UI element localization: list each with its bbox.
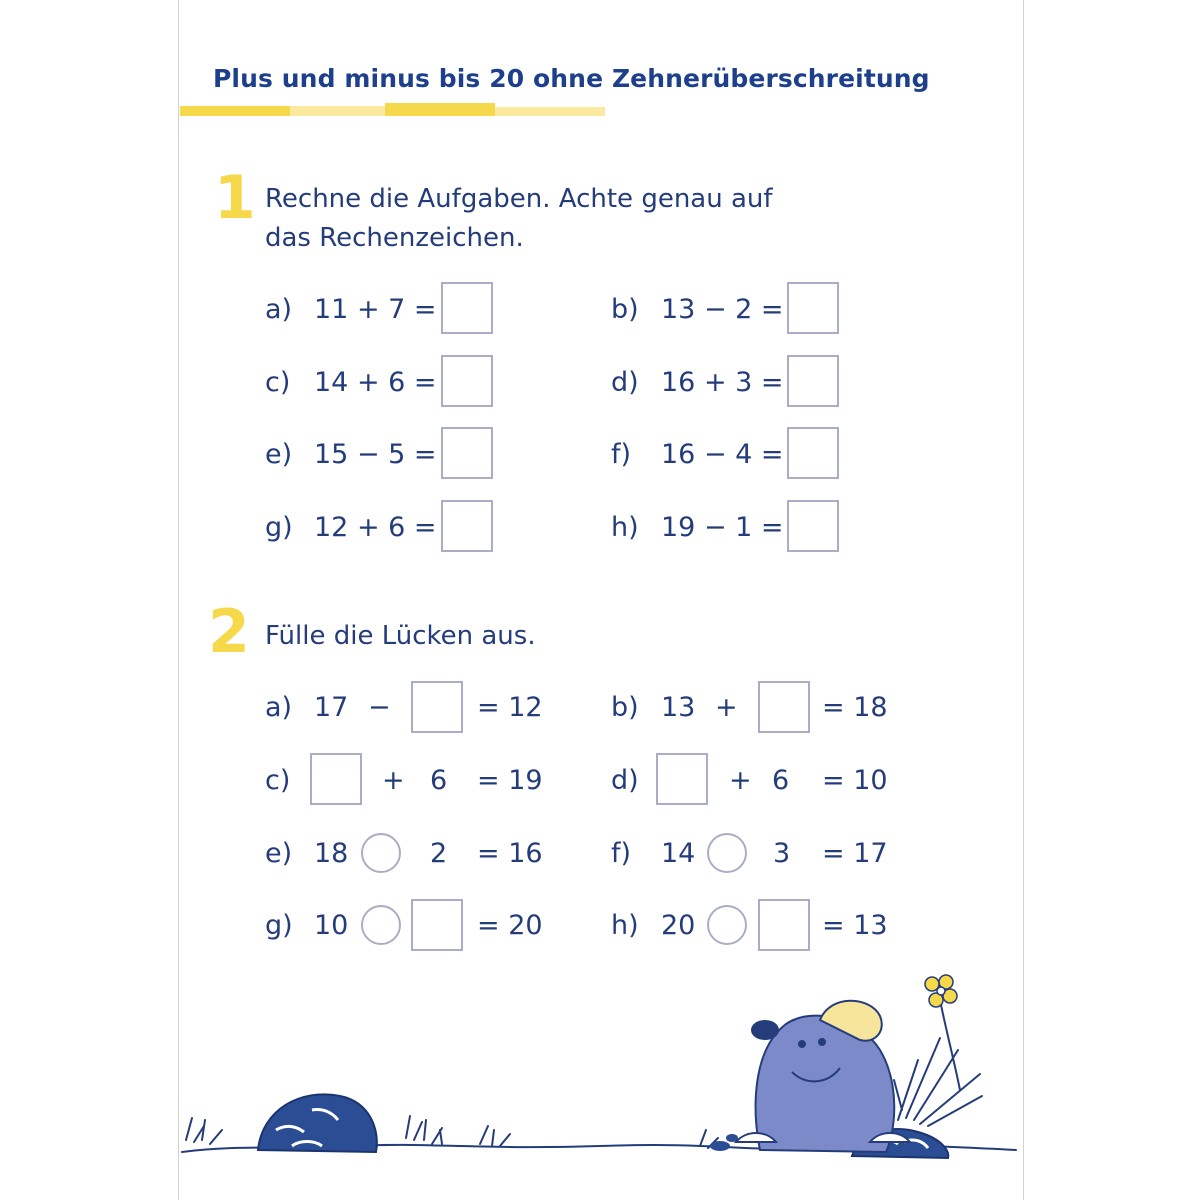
task2-item-label: c)	[265, 765, 291, 796]
answer-box[interactable]	[787, 355, 839, 407]
task1-item-label: b)	[611, 294, 639, 325]
task2-item-label: g)	[265, 910, 293, 941]
task2-operator: −	[368, 692, 391, 723]
small-stones-icon	[710, 1134, 738, 1151]
operator-circle[interactable]	[707, 833, 747, 873]
task2-operand: 2	[430, 838, 448, 869]
task1-item-label: f)	[611, 439, 632, 470]
task1-item-label: h)	[611, 512, 639, 543]
task2-result: = 19	[477, 765, 543, 796]
task2-result: = 16	[477, 838, 543, 869]
task2-result: = 18	[822, 692, 888, 723]
task1-item-expression: 15 − 5 =	[314, 439, 437, 470]
task1-item-label: d)	[611, 367, 639, 398]
task-number-2: 2	[208, 597, 250, 667]
title-highlight-stripe	[180, 103, 605, 119]
operator-circle[interactable]	[361, 833, 401, 873]
task2-operand: 6	[430, 765, 448, 796]
task1-item-label: e)	[265, 439, 293, 470]
task2-operand: 13	[661, 692, 696, 723]
task1-item-expression: 14 + 6 =	[314, 367, 437, 398]
task2-item-label: b)	[611, 692, 639, 723]
task2-operator: +	[382, 765, 405, 796]
operator-circle[interactable]	[361, 905, 401, 945]
answer-box[interactable]	[411, 899, 463, 951]
task1-item-label: a)	[265, 294, 293, 325]
task1-instruction-line1: Rechne die Aufgaben. Achte genau auf	[265, 184, 773, 214]
task2-result: = 17	[822, 838, 888, 869]
task2-result: = 20	[477, 910, 543, 941]
task2-item-label: e)	[265, 838, 293, 869]
task1-item-expression: 19 − 1 =	[661, 512, 784, 543]
task1-instruction-line2: das Rechenzeichen.	[265, 223, 524, 253]
task1-instruction	[265, 180, 773, 258]
task2-instruction: Fülle die Lücken aus.	[265, 621, 536, 651]
answer-box[interactable]	[441, 282, 493, 334]
task1-item-label: c)	[265, 367, 291, 398]
molehill-left-icon	[258, 1094, 377, 1152]
task2-item-label: a)	[265, 692, 293, 723]
answer-box[interactable]	[758, 899, 810, 951]
task2-result: = 13	[822, 910, 888, 941]
answer-box[interactable]	[411, 681, 463, 733]
answer-box[interactable]	[441, 355, 493, 407]
task2-operand: 18	[314, 838, 349, 869]
answer-box[interactable]	[787, 500, 839, 552]
answer-box[interactable]	[441, 500, 493, 552]
task2-item-label: d)	[611, 765, 639, 796]
task2-operand: 14	[661, 838, 696, 869]
meadow-illustration	[180, 960, 1020, 1170]
answer-box[interactable]	[787, 427, 839, 479]
task2-result: = 12	[477, 692, 543, 723]
answer-box[interactable]	[787, 282, 839, 334]
task1-item-expression: 11 + 7 =	[314, 294, 437, 325]
task1-item-label: g)	[265, 512, 293, 543]
task1-item-expression: 12 + 6 =	[314, 512, 437, 543]
answer-box[interactable]	[310, 753, 362, 805]
flower-icon	[925, 975, 960, 1090]
task-number-1: 1	[214, 163, 256, 233]
task2-operator: +	[715, 692, 738, 723]
task2-result: = 10	[822, 765, 888, 796]
task1-item-expression: 16 + 3 =	[661, 367, 784, 398]
task2-operand: 17	[314, 692, 349, 723]
task2-operand: 6	[772, 765, 790, 796]
task2-item-label: f)	[611, 838, 632, 869]
mole-icon	[736, 1001, 910, 1152]
answer-box[interactable]	[758, 681, 810, 733]
task2-operand: 20	[661, 910, 696, 941]
task2-operand: 10	[314, 910, 349, 941]
task1-item-expression: 13 − 2 =	[661, 294, 784, 325]
task2-item-label: h)	[611, 910, 639, 941]
page-title: Plus und minus bis 20 ohne Zehnerüberschreitung	[213, 64, 930, 93]
task2-operand: 3	[773, 838, 791, 869]
answer-box[interactable]	[656, 753, 708, 805]
task1-item-expression: 16 − 4 =	[661, 439, 784, 470]
task2-operator: +	[729, 765, 752, 796]
operator-circle[interactable]	[707, 905, 747, 945]
answer-box[interactable]	[441, 427, 493, 479]
